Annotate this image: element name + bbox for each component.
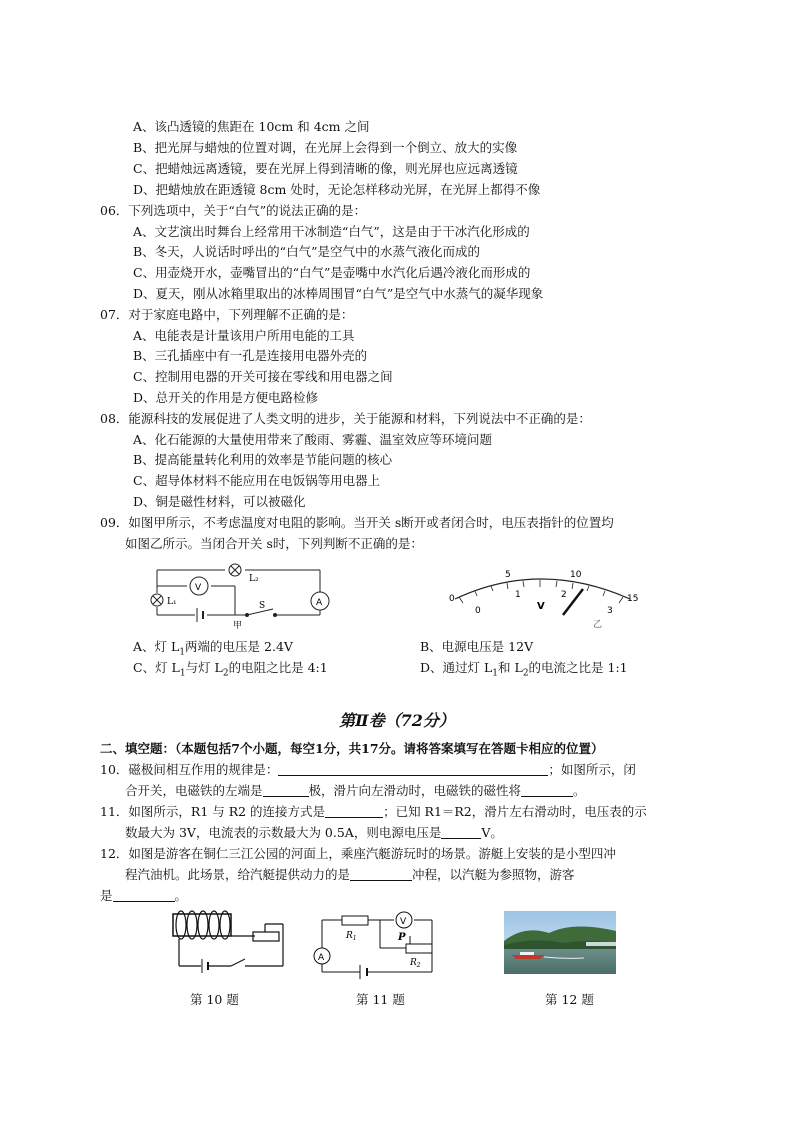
meter-tick-top-0: 0: [449, 594, 455, 604]
q06-stem: 06．下列选项中，关于“白气”的说法正确的是：: [100, 203, 367, 218]
lamp-l1-icon: [151, 594, 163, 606]
q05-option-a: A、该凸透镜的焦距在 10cm 和 4cm 之间: [133, 119, 370, 134]
q10-blank-1[interactable]: [278, 763, 548, 776]
q09-stem-line1: 09．如图甲所示，不考虑温度对电阻的影响。当开关 s断开或者闭合时，电压表指针的位置均: [100, 515, 614, 530]
q12-line3: 是 。: [100, 888, 188, 903]
caption-q10: 第 10 题: [190, 992, 239, 1007]
q09-stem-line2: 如图乙所示。当闭合开关 s时，下列判断不正确的是：: [125, 536, 423, 551]
q06-option-a: A、文艺演出时舞台上经常用干冰制造“白气”，这是由于干冰汽化形成的: [133, 224, 530, 239]
q06-option-c: C、用壶烧开水，壶嘴冒出的“白气”是壶嘴中水汽化后遇冷液化而形成的: [133, 265, 531, 280]
q11-circuit-figure: [310, 910, 440, 982]
q07-option-c: C、控制用电器的开关可接在零线和用电器之间: [133, 369, 393, 384]
q07-option-a: A、电能表是计量该用户所用电能的工具: [133, 328, 355, 343]
q12-speedboat-photo: [504, 911, 616, 974]
q06-option-b: B、冬天，人说话时呼出的“白气”是空气中的水蒸气液化而成的: [133, 244, 480, 259]
q11-blank-1[interactable]: [325, 805, 383, 818]
q09-circuit-figure-jia: [145, 560, 335, 630]
battery-icon: [202, 959, 208, 973]
q10-line2: 合开关，电磁铁的左端是 极，滑片向左滑动时，电磁铁的磁性将 。: [125, 783, 586, 798]
switch-icon: [231, 959, 245, 966]
q09-meter-figure-yi: [445, 563, 645, 629]
q08-option-c: C、超导体材料不能应用在电饭锅等用电器上: [133, 473, 381, 488]
q11-line1: 11．如图所示，R1 与 R2 的连接方式是 ；已知 R1＝R2，滑片左右滑动时，电压表的示: [100, 804, 647, 819]
meter-tick-top-15: 15: [627, 594, 639, 604]
caption-q11: 第 11 题: [356, 992, 405, 1007]
slider-p-label: P: [398, 932, 406, 943]
label-l2: L₂: [249, 574, 259, 584]
q12-line1: 12．如图是游客在铜仁三江公园的河面上，乘座汽艇游玩时的场景。游艇上安装的是小型四冲: [100, 846, 616, 861]
q09-option-d: D、通过灯 $L_1$和 $L_2$的电流之比是 1:1: [420, 660, 628, 679]
caption-q12: 第 12 题: [545, 992, 594, 1007]
q11-line2: 数最大为 3V，电流表的示数最大为 0.5A，则电源电压是 V。: [125, 825, 503, 840]
r1-label: $R_1$: [346, 931, 357, 942]
meter-tick-bottom-3: 3: [607, 606, 613, 616]
meter-tick-bottom-1: 1: [515, 590, 521, 600]
battery-icon: [197, 608, 203, 622]
q12-blank-1[interactable]: [350, 868, 412, 881]
q12-line2: 程汽油机。此场景，给汽艇提供动力的是 冲程，以汽艇为参照物，游客: [125, 867, 575, 882]
q08-option-a: A、化石能源的大量使用带来了酸雨、雾霾、温室效应等环境问题: [133, 432, 493, 447]
electromagnet-core: [173, 914, 231, 936]
meter-tick-bottom-2: 2: [561, 590, 567, 600]
resistor-r1: [342, 916, 368, 925]
meter-tick-top-5: 5: [505, 570, 511, 580]
meter-tick-bottom-0: 0: [475, 606, 481, 616]
figure-label-jia: 甲: [233, 621, 243, 630]
q10-electromagnet-figure: [165, 906, 290, 976]
voltmeter-label: V: [195, 583, 202, 593]
q05-option-b: B、把光屏与蜡烛的位置对调，在光屏上会得到一个倒立、放大的实像: [133, 140, 518, 155]
q09-option-a: A、灯 $L_1$两端的电压是 2.4V: [133, 639, 293, 658]
q09-option-b: B、电源电压是 12V: [420, 639, 534, 654]
figure-label-yi: 乙: [593, 620, 603, 629]
resistor-r2: [406, 944, 432, 953]
q08-option-b: B、提高能量转化利用的效率是节能问题的核心: [133, 452, 393, 467]
r2-label: $R_2$: [410, 958, 421, 969]
q10-blank-2[interactable]: [263, 784, 309, 797]
meter-tick-top-10: 10: [570, 570, 582, 580]
battery-icon: [360, 965, 367, 979]
label-l1: L₁: [167, 597, 177, 607]
lamp-l2-icon: [229, 564, 241, 576]
ammeter-label: A: [316, 598, 323, 608]
q11-blank-2[interactable]: [441, 826, 481, 839]
q08-option-d: D、铜是磁性材料，可以被磁化: [133, 494, 306, 509]
q07-option-b: B、三孔插座中有一孔是连接用电器外壳的: [133, 348, 368, 363]
q10-line1: 10．磁极间相互作用的规律是： ；如图所示，闭: [100, 762, 636, 777]
q06-option-d: D、夏天，刚从冰箱里取出的冰棒周围冒“白气”是空气中水蒸气的凝华现象: [133, 286, 544, 301]
q10-blank-3[interactable]: [521, 784, 573, 797]
q07-option-d: D、总开关的作用是方便电路检修: [133, 390, 319, 405]
speedboat-icon: [512, 955, 544, 959]
section-ii-header: 二、填空题：（本题包括7个小题，每空1分，共17分。请将答案填写在答题卡相应的位置）: [100, 741, 604, 756]
section-ii-title: 第Ⅱ卷（72分）: [339, 711, 455, 730]
q09-option-c: C、灯 $L_1$与灯 $L_2$的电阻之比是 4:1: [133, 660, 328, 679]
ammeter-label: A: [318, 953, 325, 963]
q05-option-d: D、把蜡烛放在距透镜 8cm 处时，无论怎样移动光屏，在光屏上都得不像: [133, 182, 541, 197]
q05-option-c: C、把蜡烛远离透镜，要在光屏上得到清晰的像，则光屏也应远离透镜: [133, 161, 518, 176]
voltmeter-label: V: [400, 917, 407, 927]
q08-stem: 08．能源科技的发展促进了人类文明的进步，关于能源和材料，下列说法中不正确的是：: [100, 411, 591, 426]
q12-blank-2[interactable]: [113, 889, 175, 902]
rheostat: [253, 932, 279, 941]
meter-unit: V: [537, 601, 545, 612]
switch-label: S: [259, 601, 266, 611]
q07-stem: 07．对于家庭电路中，下列理解不正确的是：: [100, 307, 354, 322]
